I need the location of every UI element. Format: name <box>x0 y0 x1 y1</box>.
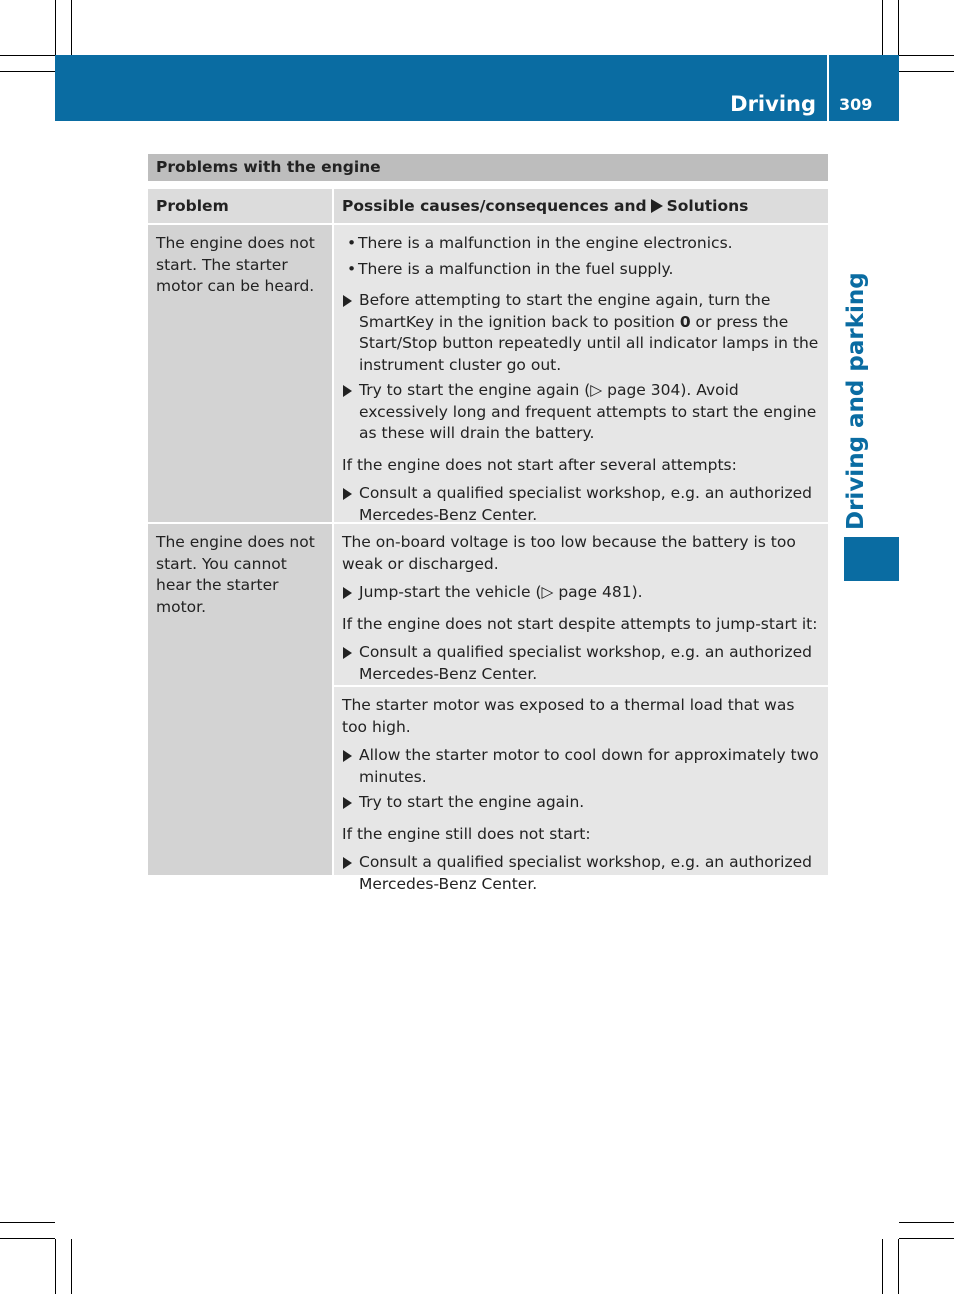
instruction-step <box>342 642 822 685</box>
crop-mark <box>882 1239 883 1294</box>
problem-text: The engine does not start. You cannot hear the starter motor. <box>156 533 315 616</box>
crop-mark <box>71 1239 72 1294</box>
column-header-causes-label: Possible causes/consequences and <box>342 197 647 215</box>
crop-mark <box>882 0 883 55</box>
side-tab-label: Driving and parking <box>843 272 869 530</box>
column-header-problem: Problem <box>148 189 332 223</box>
instruction-step <box>342 380 822 445</box>
crop-mark <box>55 1239 56 1294</box>
section-title: Problems with the engine <box>148 154 828 181</box>
step-arrow-icon <box>343 857 352 869</box>
crop-mark <box>0 1238 55 1239</box>
page-header <box>55 55 899 121</box>
instruction-step <box>342 745 822 788</box>
bullet-text: There is a malfunction in the engine electronics. <box>358 234 733 252</box>
step-text: or press the Start/Stop button repeatedly until all indicator lamps in the instrument cluster go out. <box>359 312 819 374</box>
step-arrow-icon <box>343 587 352 599</box>
instruction-step <box>342 483 822 526</box>
cause-text: The starter motor was exposed to a thermal load that was too high. <box>342 696 795 736</box>
step-text: Consult a qualified specialist workshop, e.g. an authorized Mercedes-Benz Center. <box>359 853 812 893</box>
crop-mark <box>898 1239 899 1294</box>
table-row-2-problem <box>148 524 332 875</box>
step-arrow-icon <box>343 295 352 307</box>
header-section-title: Driving <box>730 92 816 116</box>
step-arrow-icon <box>343 797 352 809</box>
step-text: Jump-start the vehicle (▷ page 481). <box>359 583 643 601</box>
crop-mark <box>899 1222 954 1223</box>
step-text: Consult a qualified specialist workshop, e.g. an authorized Mercedes-Benz Center. <box>359 484 812 524</box>
problem-text: The engine does not start. The starter motor can be heard. <box>156 234 315 295</box>
instruction-step <box>342 852 822 895</box>
table-row-1-problem <box>148 225 332 522</box>
crop-mark <box>0 1222 55 1223</box>
table-header <box>148 189 828 223</box>
step-arrow-icon <box>343 488 352 500</box>
step-arrow-icon <box>343 647 352 659</box>
step-arrow-icon <box>343 750 352 762</box>
step-arrow-icon <box>343 385 352 397</box>
crop-mark <box>0 55 55 56</box>
crop-mark <box>899 55 954 56</box>
list-item: • There is a malfunction in the engine electronics. <box>347 234 733 252</box>
step-text: Try to start the engine again (▷ page 304). Avoid excessively long and frequent attempts to start the engine as these will drain the battery. <box>359 381 817 442</box>
crop-mark <box>899 71 954 72</box>
step-text: Allow the starter motor to cool down for approximately two minutes. <box>359 746 819 786</box>
page-number: 309 <box>839 95 873 114</box>
step-text: Try to start the engine again. <box>359 793 585 811</box>
column-header-solutions <box>334 189 828 223</box>
side-tab-marker <box>844 537 899 581</box>
note-text: If the engine does not start after several attempts: <box>342 455 737 474</box>
table-row-1-solutions <box>334 225 828 522</box>
table-row-2-cause-a <box>334 524 828 685</box>
position-value: 0 <box>679 312 691 331</box>
step-text: Before attempting to start the engine again, turn the SmartKey in the ignition back to position <box>359 291 771 331</box>
crop-mark <box>0 71 55 72</box>
instruction-step <box>342 582 822 604</box>
arrow-right-icon <box>651 199 663 213</box>
crop-mark <box>55 0 56 55</box>
instruction-step <box>342 290 822 376</box>
crop-mark <box>899 1238 954 1239</box>
note-text: If the engine still does not start: <box>342 824 591 843</box>
crop-mark <box>71 0 72 55</box>
list-item: • There is a malfunction in the fuel supply. <box>347 259 674 278</box>
column-header-solutions-label: Solutions <box>666 197 749 215</box>
bullet-text: There is a malfunction in the fuel supply. <box>358 259 674 278</box>
note-text: If the engine does not start despite attempts to jump-start it: <box>342 614 818 633</box>
instruction-step <box>342 792 822 814</box>
table-row-2-cause-b <box>334 687 828 893</box>
cause-text: The on-board voltage is too low because the battery is too weak or discharged. <box>342 533 796 573</box>
crop-mark <box>898 0 899 55</box>
step-text: Consult a qualified specialist workshop, e.g. an authorized Mercedes-Benz Center. <box>359 643 812 683</box>
header-divider <box>827 55 829 121</box>
